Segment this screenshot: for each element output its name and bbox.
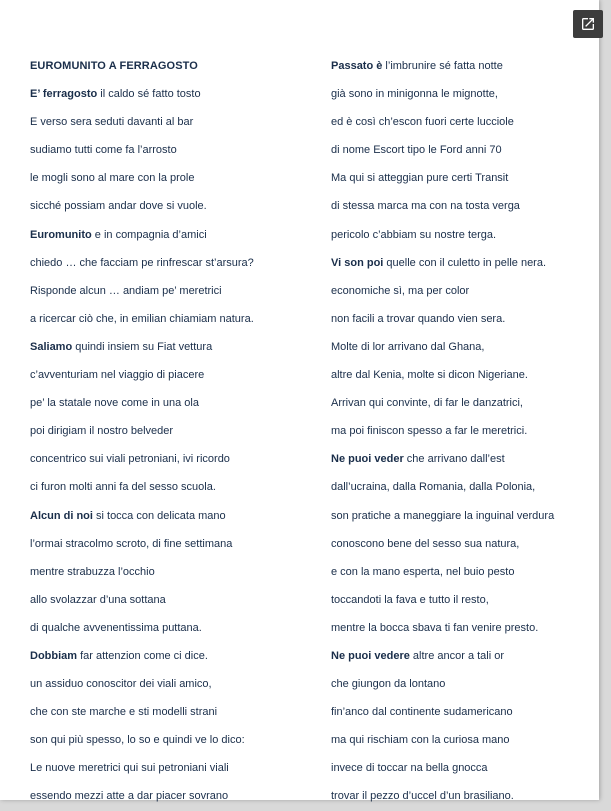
poem-line <box>30 249 312 277</box>
line-text: Le nuove meretrici qui sui petroniani viali <box>30 762 229 775</box>
poem-line <box>30 221 312 249</box>
line-text: che giungon da lontano <box>331 678 446 691</box>
poem-line <box>30 614 312 642</box>
stanza-lead: Passato è <box>331 60 383 72</box>
poem-line <box>331 221 593 249</box>
poem-line <box>331 473 593 501</box>
poem-line <box>331 361 593 389</box>
line-text: E verso sera seduti davanti al bar <box>30 116 194 129</box>
line-text: ma qui rischiam con la curiosa mano <box>331 734 510 747</box>
poem-line <box>30 333 312 361</box>
line-text: si tocca con delicata mano <box>92 509 226 522</box>
line-text: altre ancor a tali or <box>409 649 505 662</box>
poem-title: EUROMUNITO A FERRAGOSTO <box>30 60 198 72</box>
line-text: ed è così ch’escon fuori certe lucciole <box>331 116 514 129</box>
left-lines <box>30 80 312 810</box>
poem-line <box>331 782 593 810</box>
line-text: e in compagnia d’amici <box>91 228 207 241</box>
poem-line <box>331 108 593 136</box>
poem-line <box>331 333 593 361</box>
line-text: conoscono bene del sesso sua natura, <box>331 537 520 550</box>
line-text: ci furon molti anni fa del sesso scuola. <box>30 481 216 494</box>
stanza-lead: Ne puoi vedere <box>331 649 410 662</box>
poem-line <box>30 164 312 192</box>
line-text: l’ormai stracolmo scroto, di fine settimana <box>30 537 233 550</box>
open-in-new-button[interactable] <box>573 10 603 38</box>
poem-line <box>30 389 312 417</box>
line-text: trovar il pezzo d’uccel d’un brasiliano. <box>331 790 514 803</box>
poem-line <box>331 80 593 108</box>
poem-line <box>30 277 312 305</box>
line-text: che con ste marche e sti modelli strani <box>30 706 218 719</box>
poem-line <box>30 530 312 558</box>
line-text: a ricercar ciò che, in emilian chiamiam natura. <box>30 312 254 325</box>
line-text: e con la mano esperta, nel buio pesto <box>331 565 515 578</box>
line-text: un assiduo conoscitor dei viali amico, <box>30 678 212 691</box>
poem-line <box>331 558 593 586</box>
poem-line <box>331 754 593 782</box>
poem-line <box>331 249 593 277</box>
line-text: Molte di lor arrivano dal Ghana, <box>331 340 485 353</box>
line-text: fin’anco dal continente sudamericano <box>331 706 513 719</box>
line-text: poi dirigiam il nostro belveder <box>30 425 174 438</box>
poem-line <box>331 530 593 558</box>
line-text: pe’ la statale nove come in una ola <box>30 397 199 410</box>
line-text: le mogli sono al mare con la prole <box>30 172 195 185</box>
poem-line <box>30 80 312 108</box>
line-text: economiche sì, ma per color <box>331 284 470 297</box>
line-text: allo svolazzar d’una sottana <box>30 593 166 606</box>
poem-line <box>331 698 593 726</box>
poem-line <box>331 277 593 305</box>
poem-line <box>331 417 593 445</box>
line-text: sudiamo tutti come fa l’arrosto <box>30 144 177 157</box>
poem-line <box>30 670 312 698</box>
poem-line <box>331 52 593 80</box>
poem-line <box>30 473 312 501</box>
line-text: concentrico sui viali petroniani, ivi ricordo <box>30 453 230 466</box>
poem-line <box>331 305 593 333</box>
stanza-lead: Vi son poi <box>331 256 384 269</box>
poem-line <box>331 192 593 220</box>
poem-line <box>331 164 593 192</box>
line-text: chiedo … che facciam pe rinfrescar st’arsura? <box>30 256 254 269</box>
line-text: l’imbrunire sé fatta notte <box>382 60 503 72</box>
left-column <box>30 52 312 811</box>
poem-line <box>30 108 312 136</box>
line-text: di stessa marca ma con na tosta verga <box>331 200 520 213</box>
line-text: pericolo c’abbiam su nostre terga. <box>331 228 497 241</box>
poem-line <box>331 614 593 642</box>
poem-line <box>331 586 593 614</box>
stanza-lead: Euromunito <box>30 228 92 241</box>
right-column <box>331 52 593 811</box>
line-text: toccandoti la fava e tutto il resto, <box>331 593 489 606</box>
poem-line <box>30 192 312 220</box>
poem-line <box>331 502 593 530</box>
line-text: mentre strabuzza l’occhio <box>30 565 155 578</box>
line-text: ma poi finiscon spesso a far le meretrici. <box>331 425 528 438</box>
line-text: sicché possiam andar dove si vuole. <box>30 200 207 213</box>
poem-line <box>30 782 312 810</box>
poem-line <box>30 417 312 445</box>
poem-line <box>331 726 593 754</box>
poem-line <box>30 305 312 333</box>
line-text: che arrivano dall’est <box>403 453 505 466</box>
line-text: mentre la bocca sbava ti fan venire presto. <box>331 621 539 634</box>
poem-line <box>30 558 312 586</box>
poem-line <box>331 389 593 417</box>
stanza-lead: Dobbiam <box>30 649 78 662</box>
poem-line <box>30 698 312 726</box>
line-text: quelle con il culetto in pelle nera. <box>383 256 547 269</box>
open-in-new-icon <box>580 16 596 32</box>
line-text: invece di toccar na bella gnocca <box>331 762 488 775</box>
stanza-lead: E’ ferragosto <box>30 88 98 101</box>
line-text: non facili a trovar quando vien sera. <box>331 312 506 325</box>
line-text: il caldo sé fatto tosto <box>97 88 201 101</box>
line-text: Risponde alcun … andiam pe’ meretrici <box>30 284 222 297</box>
poem-line <box>331 642 593 670</box>
poem-line <box>30 726 312 754</box>
poem-line <box>30 361 312 389</box>
poem-line <box>331 136 593 164</box>
line-text: son qui più spesso, lo so e quindi ve lo dico: <box>30 734 245 747</box>
poem-line <box>331 670 593 698</box>
line-text: c’avventuriam nel viaggio di piacere <box>30 369 205 382</box>
line-text: son pratiche a maneggiare la inguinal verdura <box>331 509 555 522</box>
line-text: essendo mezzi atte a dar piacer sovrano <box>30 790 229 803</box>
line-text: far attenzion come ci dice. <box>77 649 208 662</box>
line-text: Arrivan qui convinte, di far le danzatrici, <box>331 397 523 410</box>
line-text: dall’ucraina, dalla Romania, dalla Polonia, <box>331 481 536 494</box>
line-text: altre dal Kenia, molte si dicon Nigeriane. <box>331 369 528 382</box>
stanza-lead: Ne puoi veder <box>331 453 404 466</box>
poem-line <box>30 586 312 614</box>
poem-line <box>30 642 312 670</box>
right-lines <box>331 52 593 811</box>
line-text: quindi insiem su Fiat vettura <box>72 340 213 353</box>
poem-line <box>30 754 312 782</box>
line-text: Ma qui si atteggian pure certi Transit <box>331 172 509 185</box>
stanza-lead: Saliamo <box>30 340 73 353</box>
poem-line <box>331 445 593 473</box>
poem-line <box>30 502 312 530</box>
poem-line <box>30 445 312 473</box>
stanza-lead: Alcun di noi <box>30 509 93 522</box>
line-text: di qualche avvenentissima puttana. <box>30 621 202 634</box>
line-text: di nome Escort tipo le Ford anni 70 <box>331 144 502 157</box>
line-text: già sono in minigonna le mignotte, <box>331 88 498 101</box>
poem-line <box>30 136 312 164</box>
